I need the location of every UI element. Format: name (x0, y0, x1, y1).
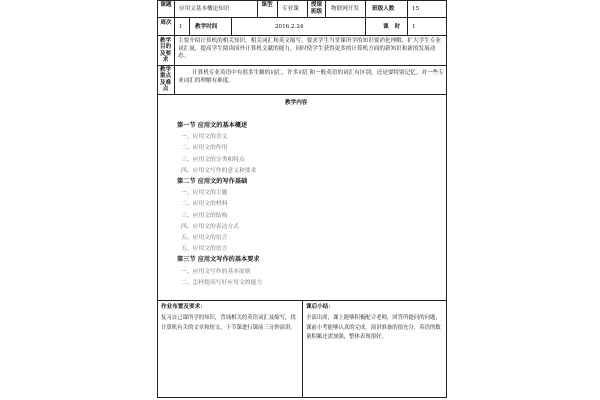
summary-text: 全部出席，课上能够积极配合老师，回答所提问的问题，课前小考能够认真的完成。演讲准备的很充分，英语的数量积累还需加强，整体表现很好。 (306, 315, 441, 341)
outline-item: 一、应用文写作的基本原则 (181, 268, 251, 275)
outline-item: 一、应用文的主题 (181, 190, 228, 197)
hours-value: 1 (412, 24, 416, 30)
col-line (231, 18, 232, 36)
course-title: 应用文基本概论知识 (179, 6, 230, 12)
goals-text: 主要介绍计算机的相关知识，相关词汇和英文缩写。要求学生当堂课所学的知识要消化理解，扩大学生专业词汇量，提高学生阅读国外计算机文献的能力，同时使学生获得更多的计算机方面的新知识和新的发展动态。 (178, 38, 441, 60)
col-line (302, 300, 303, 398)
content-heading: 教学内容 (285, 100, 308, 106)
homework-text: 复习自己课所学的知识，背诵相关的英语词汇及缩写，找计算机有关的文章和短文，下节课进行课前三分钟演讲。 (161, 315, 296, 331)
outline-item: 三、应用文的分类和特点 (181, 156, 245, 163)
outline-item: 二、怎样提高写好应用文的能力 (181, 279, 263, 286)
goals-label: 教学目的及要求 (159, 38, 172, 64)
keypoints-label: 教学重点及难点 (159, 67, 172, 93)
week-label: 周次 (160, 20, 172, 26)
outline-item: 五、应用文的语言 (181, 235, 228, 241)
outline-item: 三、应用文的结构 (181, 212, 228, 219)
class-type-value: 专业课 (282, 6, 299, 12)
target-class-value: 物联网开发 (331, 6, 359, 12)
outline-item: 四、应用文写作的意义和要求 (181, 167, 257, 174)
date-value: 2016.2.24 (275, 24, 304, 30)
section-heading: 第三节 应用文写作的基本要求 (177, 256, 260, 264)
week-value: 1 (179, 24, 183, 30)
students-label: 班级人数 (372, 6, 395, 12)
col-line (277, 0, 278, 18)
outline-item: 一、应用文的含义 (181, 134, 228, 141)
outline-item: 二、应用文的作用 (181, 145, 228, 152)
col-line (257, 0, 258, 18)
section-heading: 第一节 应用文的基本概述 (177, 122, 248, 129)
lesson-plan-sheet (157, 0, 447, 398)
col-line (307, 0, 308, 18)
outline-item: 五、应用文的语言 (181, 246, 228, 253)
target-class-label: 授课班级 (310, 2, 323, 15)
course-label: 课题 (160, 2, 172, 8)
outline-item: 四、应用文的表达方式 (181, 223, 239, 230)
col-line (325, 0, 326, 18)
keypoints-text: 计算机专业英语中有很多生僻的词汇，许多词汇和一般英语的词汇有区别，还是要特别记忆。对一些专业词汇的理解有难度。 (178, 70, 444, 84)
col-line (189, 18, 190, 36)
hours-label: 课时 (383, 24, 407, 30)
homework-label: 作业布置及要求： (161, 304, 206, 310)
outline-item: 二、应用文的材料 (181, 201, 228, 208)
section-heading: 第二节 应用文的写作基础 (177, 178, 248, 185)
summary-label: 课后小结： (306, 304, 334, 310)
class-type-label: 课型 (261, 2, 273, 8)
students-value: 15 (412, 6, 420, 12)
date-label: 教学时间 (195, 24, 218, 30)
